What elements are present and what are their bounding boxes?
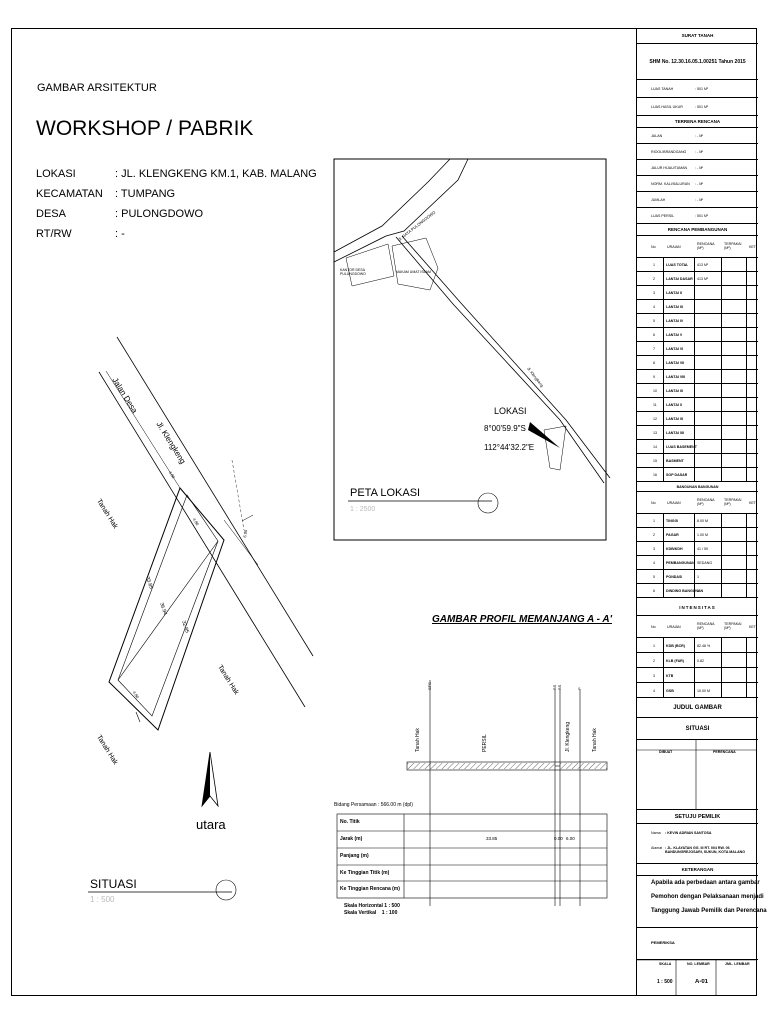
tb-terrena-row: NORM. KALI/SALURAN : - M² xyxy=(637,176,758,192)
tb-luas-ukur: LUAS HASIL UKUR : 501 M² xyxy=(637,98,758,116)
peta-scale: 1 : 2500 xyxy=(350,506,376,513)
tb-intensitas-row: 3 KTB xyxy=(637,668,758,683)
tb-rencana-row: 16 SOP DASAR xyxy=(637,468,758,482)
tb-rencana-row: 4 LANTAI III xyxy=(637,300,758,314)
tb-rencana-row: 1 LUAS TOTAL 413 M² xyxy=(637,258,758,272)
drawing-title: WORKSHOP / PABRIK xyxy=(36,117,254,140)
info-value-rtrw: : - xyxy=(115,228,125,240)
info-value-desa: : PULONGDOWO xyxy=(115,208,204,220)
profil-jarak-persil: 33.85 xyxy=(486,836,498,841)
tb-rencana-row: 12 LANTAI XI xyxy=(637,412,758,426)
tb-bangunan-row: 3 KDB/KDH 41 / 59 xyxy=(637,542,758,556)
profil-vlabel-persil: PERSIL xyxy=(482,734,488,752)
tb-terrena-header: TERRENA RENCANA xyxy=(637,116,758,128)
tb-bangunan-colheads: No URAIAN RENCANA (M²) TERPAKAI (M²) KET xyxy=(637,492,758,514)
profil-bidang: Bidang Persamaan : 566.00 m (dpl) xyxy=(334,802,413,808)
tb-dibuat-perencana: DIBUAT PERENCANA xyxy=(637,740,758,810)
tb-judul-header: JUDUL GAMBAR xyxy=(637,698,758,718)
tb-surat-tanah: SURAT TANAH xyxy=(637,28,758,44)
profil-top-label-1: STS xyxy=(427,682,432,690)
situasi-scale: 1 : 500 xyxy=(90,895,115,904)
tb-rencana-row: 10 LANTAI IX xyxy=(637,384,758,398)
map-road-raya-pulongdowo: Jl. RAYA PULONGDOWO xyxy=(397,209,437,242)
tb-bangunan-row: 1 TINGGI 8.00 M xyxy=(637,514,758,528)
tb-intensitas-header: INTENSITAS xyxy=(637,600,758,616)
profil-row-label-5: Ke Tinggian Rencana (m) xyxy=(340,886,400,892)
dim-diagonal: 36.94 xyxy=(158,602,168,616)
tb-terrena-row: JALAN : - M² xyxy=(637,128,758,144)
tb-intensitas-colheads: No URAIAN RENCANA (M²) TERPAKAI (M²) KET xyxy=(637,616,758,638)
tb-pemilik: Nama : KEVIN ADRIAN SANTOSA Alamat : JL. KLAYATAN GG. III RT. 004 RW. 06 BANDUNGREJOSARI, SUKUN, KOTA MALANG xyxy=(637,824,758,864)
tb-rencana-colheads: No URAIAN RENCANA (M²) TERPAKAI (M²) KET xyxy=(637,236,758,258)
info-key-lokasi: LOKASI xyxy=(36,168,76,180)
info-key-kecamatan: KECAMATAN xyxy=(36,188,103,200)
neighbor-label-west: Tanah Hak xyxy=(95,498,119,531)
tb-bangunan-row: 6 DINDING BANGUNAN 1 xyxy=(637,584,758,598)
profil-title: GAMBAR PROFIL MEMANJANG A - A' xyxy=(432,614,612,625)
dim-top: 4.80 xyxy=(191,517,201,527)
profil-jarak-jalan: 6.00 xyxy=(566,836,575,841)
tb-rencana-row: 13 LANTAI XII xyxy=(637,426,758,440)
profil-vlabel-klengkeng: Jl. Klengkeng xyxy=(565,721,571,752)
situasi-title: SITUASI xyxy=(90,877,137,891)
tb-luas-tanah: LUAS TANAH : 501 M² xyxy=(637,80,758,98)
tb-rencana-header: RENCANA PEMBANGUNAN xyxy=(637,224,758,236)
info-key-desa: DESA xyxy=(36,208,66,220)
tb-judul-value: SITUASI xyxy=(637,718,758,740)
tb-keterangan-header: KETERANGAN xyxy=(637,864,758,876)
tb-shm: SHM No. 12.30.16.05.1.00251 Tahun 2015 xyxy=(637,44,758,80)
profil-vlabel-tanah-hak-right: Tanah Hak xyxy=(592,728,598,752)
profil-top-label-3: BS xyxy=(557,684,562,690)
dim-right: 32.85 xyxy=(180,620,190,634)
info-value-kecamatan: : TUMPANG xyxy=(115,188,176,200)
info-value-lokasi: : JL. KLENGKENG KM.1, KAB. MALANG xyxy=(115,168,317,180)
tb-setuju-header: SETUJU PEMILIK xyxy=(637,810,758,824)
tb-intensitas-row: 4 GSB 10.00 M xyxy=(637,683,758,698)
tb-terrena-row: JALUR HIJAU/TAMAN : - M² xyxy=(637,160,758,176)
neighbor-label-east: Tanah Hak xyxy=(216,664,240,697)
tb-rencana-row: 8 LANTAI VII xyxy=(637,356,758,370)
tb-rencana-row: 6 LANTAI V xyxy=(637,328,758,342)
profil-top-label-2: BS xyxy=(552,684,557,690)
dim-bottom: 4.80 xyxy=(131,690,141,700)
tb-bangunan-row: 4 PEMBANGUNAN SEDANG xyxy=(637,556,758,570)
map-lat: 8°00'59.9"S xyxy=(484,424,526,433)
profil-row-label-3: Panjang (m) xyxy=(340,853,369,859)
tb-rencana-row: 14 LUAS BASEMENT xyxy=(637,440,758,454)
profil-top-label-4: P xyxy=(577,687,582,690)
tb-rencana-row: 5 LANTAI IV xyxy=(637,314,758,328)
peta-title: PETA LOKASI xyxy=(350,487,421,499)
profil-row-label-1: No. Titik xyxy=(340,819,360,825)
tb-keterangan-body: Apabila ada perbedaan antara gambar Pemohon dengan Pelaksanaan menjadi Tanggung Jawab Pemilik dan Perencana xyxy=(637,876,758,928)
tb-intensitas-row: 2 KLB (FAR) 0.82 xyxy=(637,653,758,668)
neighbor-label-south: Tanah Hak xyxy=(95,734,119,767)
profil-jarak-bs: 0.00 xyxy=(554,836,563,841)
profil-skala-horizontal: Skala Horizontal 1 : 500 xyxy=(344,903,400,909)
tb-bangunan-row: 2 PAGAR 1.00 M xyxy=(637,528,758,542)
tb-rencana-row: 7 LANTAI VI xyxy=(637,342,758,356)
dim-road: 6.00 xyxy=(242,529,249,538)
road-label-jl-klengkeng: Jl. Klengkeng xyxy=(154,420,188,466)
drawing-subtitle: GAMBAR ARSITEKTUR xyxy=(37,82,157,94)
road-label-jalan-desa: Jalan Desa xyxy=(110,376,140,415)
tb-footer: SKALA NO. LEMBAR JML. LEMBAR 1 : 500 A-01 xyxy=(657,962,750,985)
tb-bangunan-row: 5 PONDASI 1 xyxy=(637,570,758,584)
map-road-klengkeng: Jl. Klengkeng xyxy=(526,366,545,389)
dim-left: 33.85 xyxy=(144,576,154,590)
tb-terrena-row: LUAS PERSIL : 501 M² xyxy=(637,208,758,224)
tb-intensitas-row: 1 KDB (BCR) 82.48 % xyxy=(637,638,758,653)
map-kantor-desa: KANTOR DESA PULUNGDOWO xyxy=(340,268,366,276)
map-lokasi-label: LOKASI xyxy=(494,406,527,416)
info-key-rtrw: RT/RW xyxy=(36,228,72,240)
tb-rencana-row: 15 BASMENT xyxy=(637,454,758,468)
tb-pemeriksa: PEMERIKSA xyxy=(637,928,758,960)
profil-vlabel-tanah-hak-left: Tanah Hak xyxy=(415,728,421,752)
map-makam: MAKAM UMAT ISLAM xyxy=(396,270,431,274)
profil-row-label-2: Jarak (m) xyxy=(340,836,363,842)
north-label: utara xyxy=(196,817,226,832)
profil-skala-vertikal: Skala Vertikal 1 : 100 xyxy=(344,910,398,916)
tb-terrena-row: JUMLAH : - M² xyxy=(637,192,758,208)
profil-row-label-4: Ke Tinggian Titik (m) xyxy=(340,870,390,876)
dim-edge: 4.80 xyxy=(167,470,177,480)
tb-rencana-row: 2 LANTAI DASAR 413 M² xyxy=(637,272,758,286)
tb-bangunan-header: BANGUNAN BANGUNAN xyxy=(637,482,758,492)
tb-terrena-row: RIOOL/BRANDGANG : - M² xyxy=(637,144,758,160)
tb-rencana-row: 9 LANTAI VIII xyxy=(637,370,758,384)
map-lon: 112°44'32.2"E xyxy=(484,443,535,452)
tb-rencana-row: 3 LANTAI II xyxy=(637,286,758,300)
tb-rencana-row: 11 LANTAI X xyxy=(637,398,758,412)
